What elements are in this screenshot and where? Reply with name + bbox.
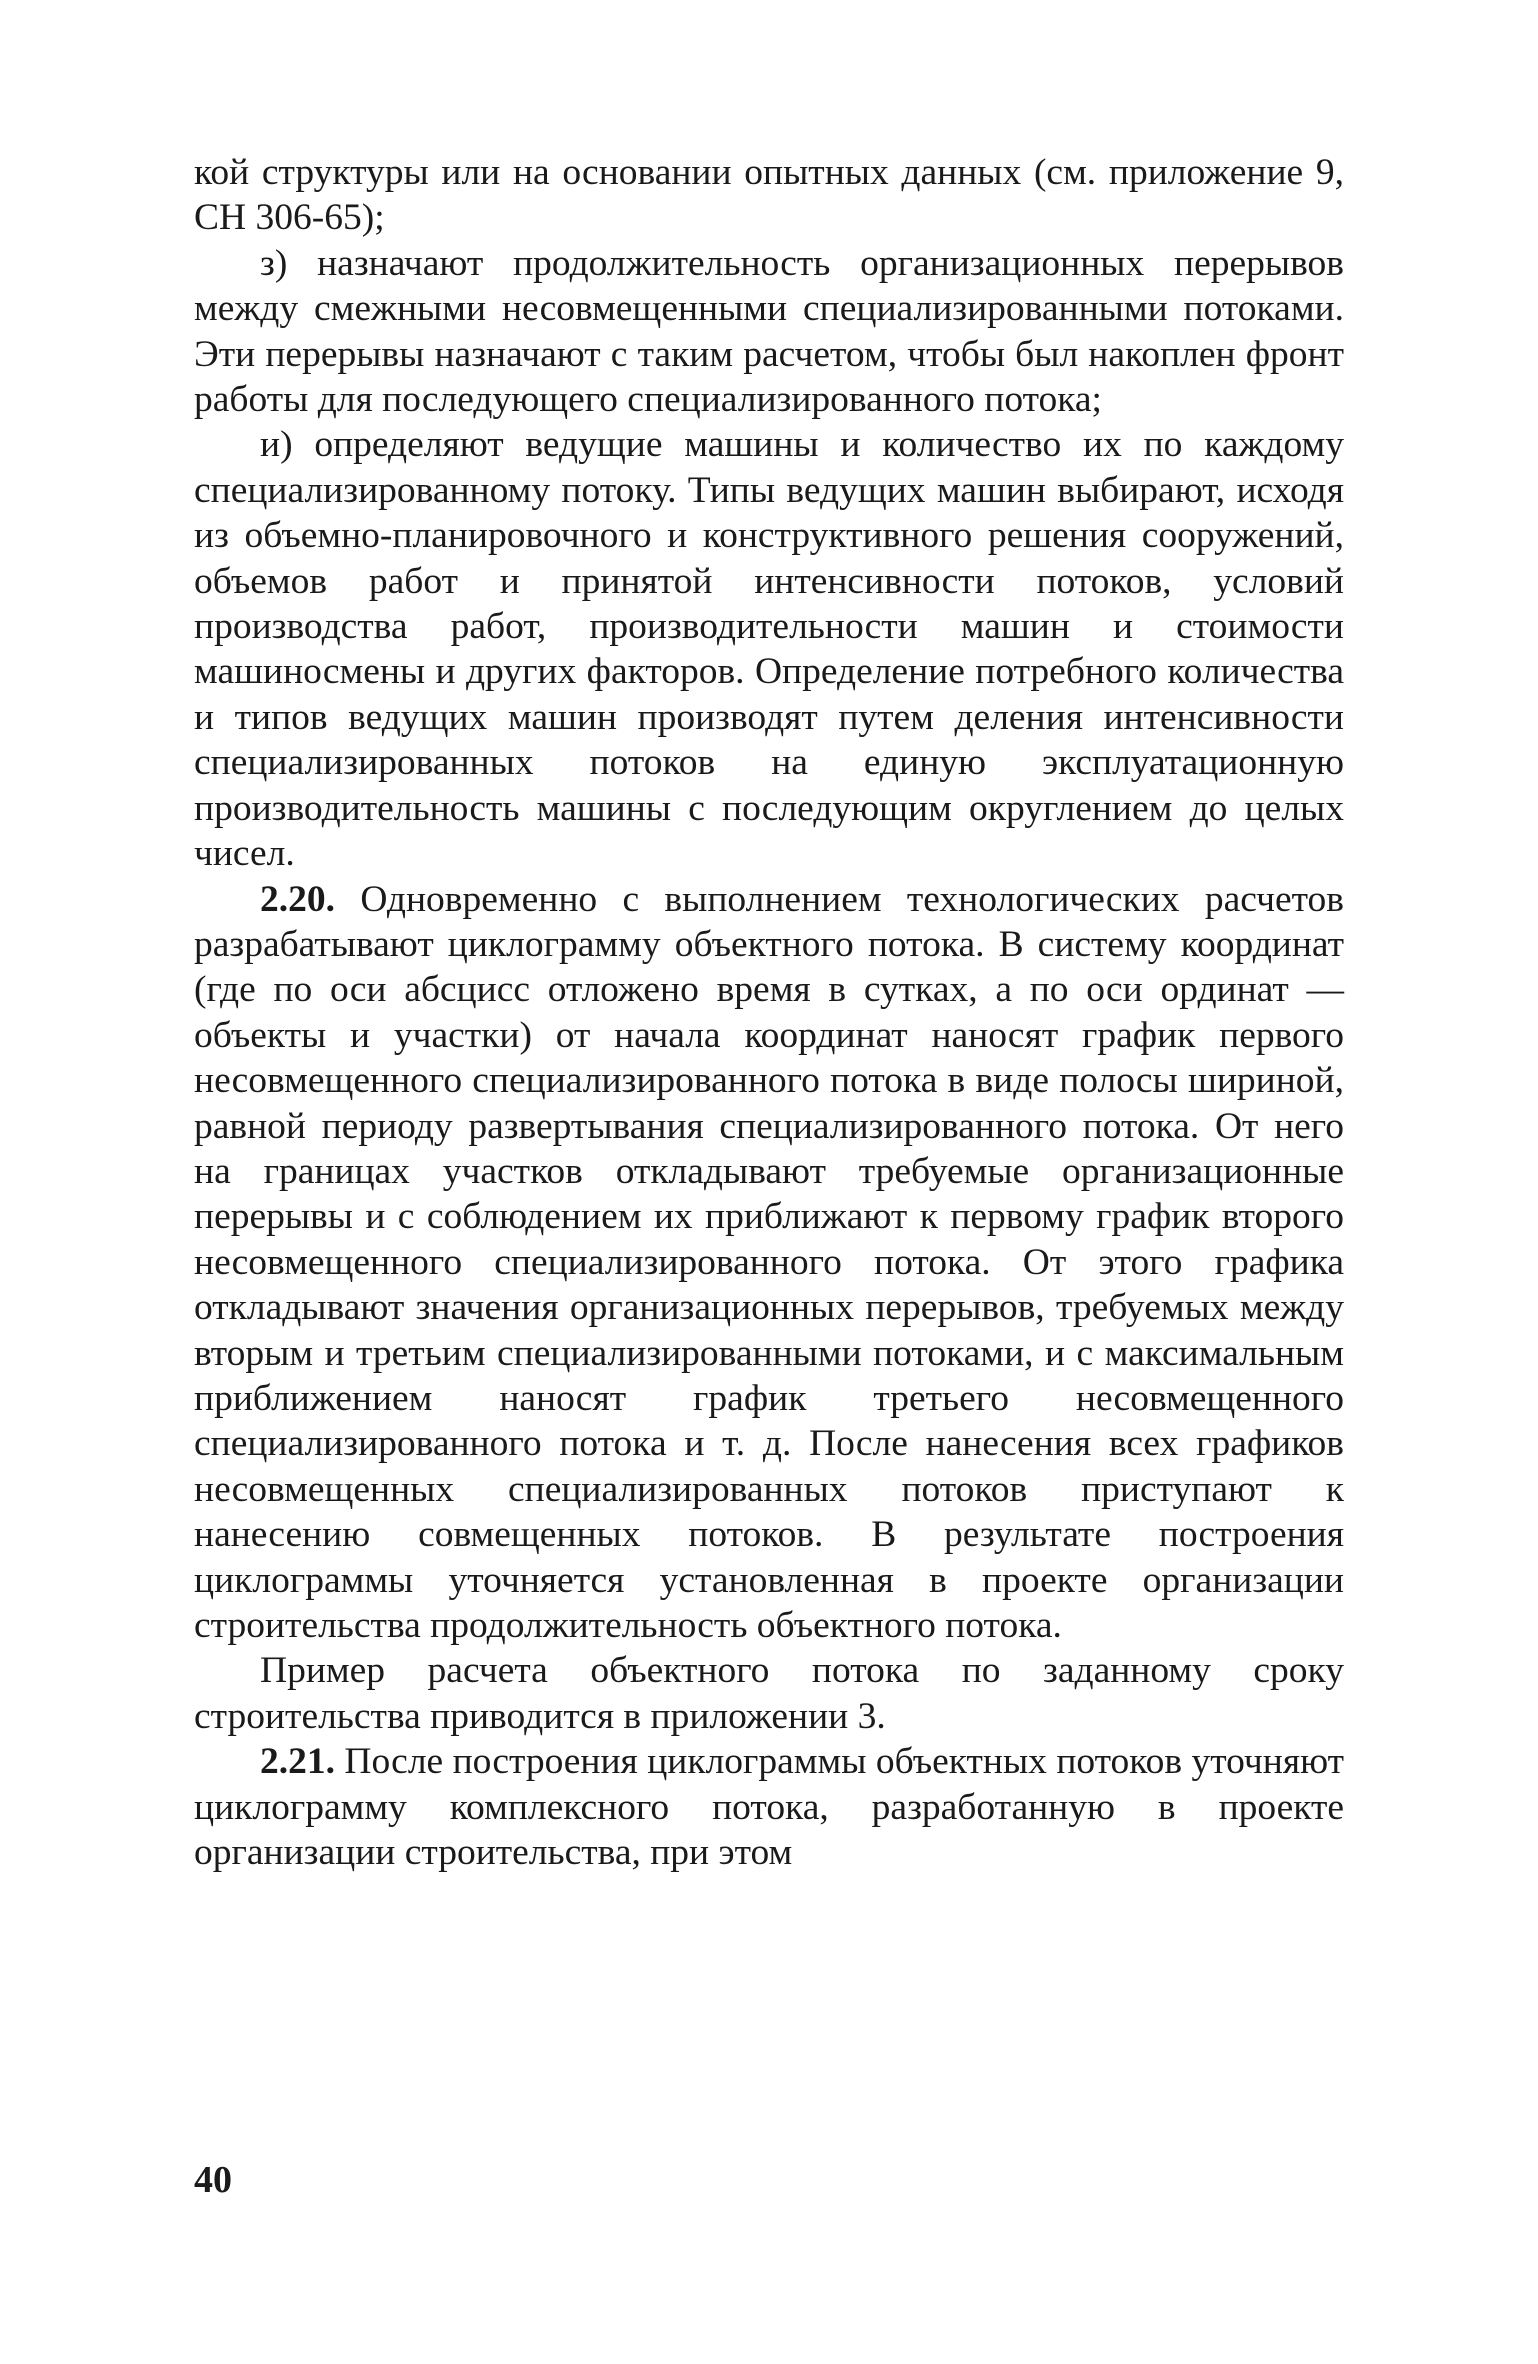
- section-number: 2.20.: [260, 878, 335, 920]
- paragraph-text: Одновременно с выполнением технологических расчетов разрабатывают циклограмму объектного потока. В систему координат (где по оси абсцисс отложено время в сутках, а по оси ординат — объекты и участки) от начала координат наносят график первого несовмещенного специализированного потока в виде полосы шириной, равной периоду развертывания специализированного потока. От него на границах участков откладывают требуемые организационные перерывы и с соблюдением их приближают к первому график второго несовмещенного специализированного потока. От этого графика откладывают значения организационных перерывов, требуемых между вторым и третьим специализированными потоками, и с максимальным приближением наносят график третьего несовмещенного специализированного потока и т. д. После нанесения всех графиков несовмещенных специализированных потоков приступают к нанесению совмещенных потоков. В результате построения циклограммы уточняется установленная в проекте организации строительства продолжительность объектного потока.: [194, 878, 1344, 1646]
- paragraph-continuation: [194, 150, 1344, 241]
- paragraph-item-i: [194, 422, 1344, 876]
- page-number: 40: [194, 2159, 232, 2201]
- paragraph-item-z: [194, 241, 1344, 423]
- paragraph-text: После построения циклограммы объектных потоков уточняют циклограмму комплексного потока, разработанную в проекте организации строительства, при этом: [194, 1741, 1344, 1874]
- paragraph-text: Пример расчета объектного потока по заданному сроку строительства приводится в приложении 3.: [194, 1650, 1344, 1737]
- paragraph-text: з) назначают продолжительность организационных перерывов между смежными несовмещенными специализированными потоками. Эти перерывы назначают с таким расчетом, чтобы был накоплен фронт работы для последующего специализированного потока;: [194, 242, 1344, 421]
- paragraph-text: и) определяют ведущие машины и количество их по каждому специализированному потоку. Типы ведущих машин выбирают, исходя из объемно-планировочного и конструктивного решения сооружений, объемов работ и принятой интенсивности потоков, условий производства работ, производительности машин и стоимости машиносмены и других факторов. Определение потребного количества и типов ведущих машин производят путем деления интенсивности специализированных потоков на единую эксплуатационную производительность машины с последующим округлением до целых чисел.: [194, 424, 1344, 875]
- section-number: 2.21.: [260, 1741, 335, 1783]
- paragraph-section-2-21: [194, 1739, 1344, 1875]
- paragraph-example-note: [194, 1648, 1344, 1739]
- paragraph-section-2-20: [194, 877, 1344, 1649]
- paragraph-text: кой структуры или на основании опытных данных (см. приложение 9, СН 306-65);: [194, 152, 1344, 239]
- page-body: [194, 150, 1344, 1875]
